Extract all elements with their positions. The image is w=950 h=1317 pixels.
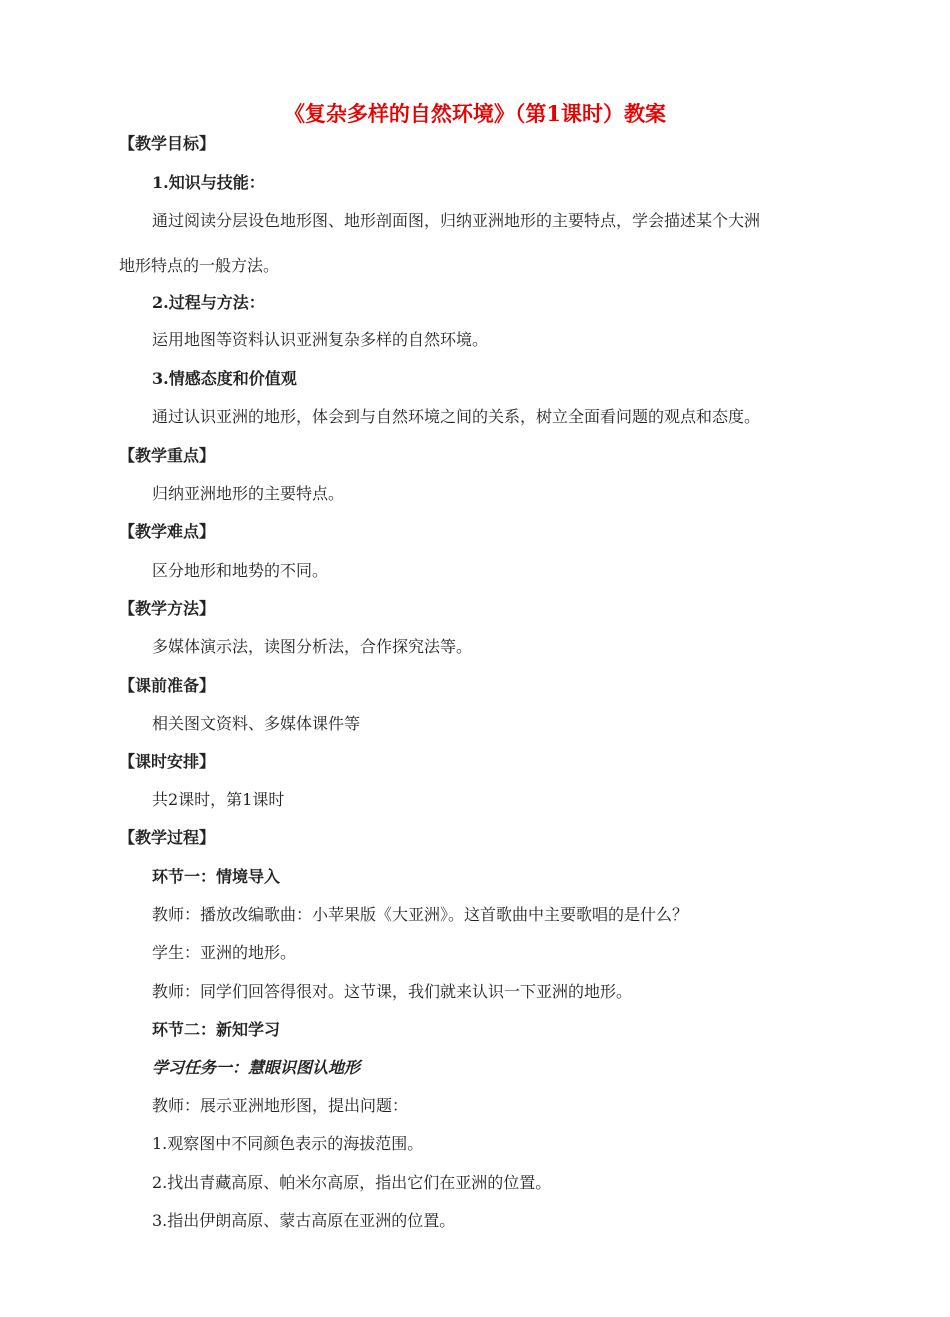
task1-line: 教师：展示亚洲地形图，提出问题：: [152, 1096, 409, 1115]
emotion-values-title: 3.情感态度和价值观: [152, 369, 297, 388]
part1-line: 教师：同学们回答得很对。这节课，我们就来认识一下亚洲的地形。: [152, 982, 633, 1001]
task1-line: 3.指出伊朗高原、蒙古高原在亚洲的位置。: [152, 1211, 456, 1230]
method-heading: 【教学方法】: [119, 599, 216, 618]
document-title: 《复杂多样的自然环境》（第1课时）教案: [283, 101, 667, 126]
knowledge-skills-text-line-2: 地形特点的一般方法。: [119, 256, 280, 275]
difficulty-heading: 【教学难点】: [119, 522, 216, 541]
knowledge-skills-text-line-1: 通过阅读分层设色地形图、地形剖面图，归纳亚洲地形的主要特点，学会描述某个大洲: [152, 211, 761, 230]
task1-title: 学习任务一：慧眼识图认地形: [152, 1058, 361, 1077]
task1-line: 2.找出青藏高原、帕米尔高原，指出它们在亚洲的位置。: [152, 1173, 552, 1192]
task1-line: 1.观察图中不同颜色表示的海拔范围。: [152, 1134, 424, 1153]
process-heading: 【教学过程】: [119, 828, 216, 847]
objectives-heading: 【教学目标】: [119, 134, 216, 153]
key-point-text: 归纳亚洲地形的主要特点。: [152, 484, 345, 503]
part2-title: 环节二：新知学习: [152, 1020, 281, 1039]
schedule-heading: 【课时安排】: [119, 752, 216, 771]
emotion-values-text: 通过认识亚洲的地形，体会到与自然环境之间的关系，树立全面看问题的观点和态度。: [152, 407, 761, 426]
part1-title: 环节一：情境导入: [152, 867, 281, 886]
key-point-heading: 【教学重点】: [119, 446, 216, 465]
schedule-text: 共2课时，第1课时: [152, 790, 285, 809]
preparation-heading: 【课前准备】: [119, 676, 216, 695]
difficulty-text: 区分地形和地势的不同。: [152, 561, 329, 580]
method-text: 多媒体演示法，读图分析法，合作探究法等。: [152, 637, 473, 656]
process-method-text: 运用地图等资料认识亚洲复杂多样的自然环境。: [152, 330, 489, 349]
knowledge-skills-title: 1.知识与技能：: [152, 173, 265, 192]
process-method-title: 2.过程与方法：: [152, 293, 265, 312]
part1-line: 学生：亚洲的地形。: [152, 943, 297, 962]
preparation-text: 相关图文资料、多媒体课件等: [152, 714, 361, 733]
part1-line: 教师：播放改编歌曲：小苹果版《大亚洲》。这首歌曲中主要歌唱的是什么？: [152, 905, 689, 924]
